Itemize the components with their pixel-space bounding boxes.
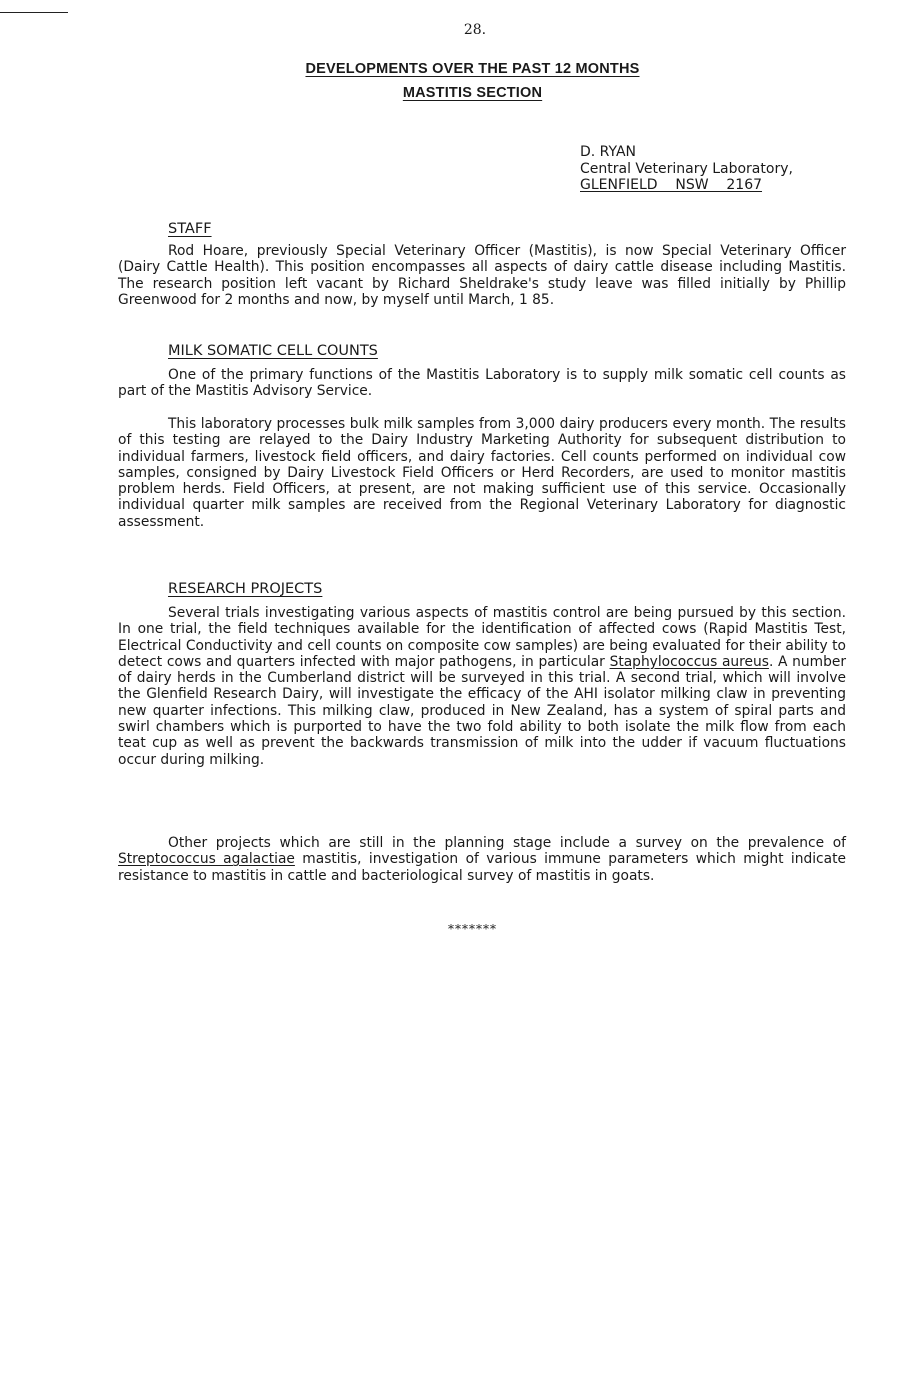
- cell-counts-heading: MILK SOMATIC CELL COUNTS: [168, 343, 378, 359]
- research-heading: RESEARCH PROJECTS: [168, 581, 323, 597]
- species-staphylococcus: Staphylococcus aureus: [609, 653, 769, 670]
- section-title: MASTITIS SECTION: [402, 85, 543, 101]
- research-p1-text-a: Several trials investigating various aspects of mastitis control are being pursued by this section. In one trial, the field techniques available for the identification of affected cows (Rapid Mastitis Test, Electrical Conductivity and cell counts on composite cow samples) are being evaluated for their ability to detect cows and quarters infected with major pathogens, in particular: [118, 605, 846, 670]
- document-title: DEVELOPMENTS OVER THE PAST 12 MONTHS: [305, 61, 640, 77]
- cell-counts-paragraph-1: One of the primary functions of the Mastitis Laboratory is to supply milk somatic cell counts as part of the Mastitis Advisory Service.: [118, 367, 846, 400]
- end-marker: *******: [448, 922, 497, 936]
- research-p2-text-b: mastitis, investigation of various immune parameters which might indicate resistance to mastitis in cattle and bacteriological survey of mastitis in goats.: [118, 851, 846, 884]
- research-p2-text-a: Other projects which are still in the planning stage include a survey on the prevalence of: [168, 835, 846, 851]
- author-address: GLENFIELD NSW 2167: [580, 177, 763, 193]
- author-name: D. RYAN: [580, 144, 637, 160]
- staff-paragraph: Rod Hoare, previously Special Veterinary Officer (Mastitis), is now Special Veterinary Officer (Dairy Cattle Health). This position encompasses all aspects of dairy cattle disease including Mastitis. The research position left vacant by Richard Sheldrake's study leave was filled initially by Phillip Greenwood for 2 months and now, by myself until March, 1 85.: [118, 243, 846, 308]
- species-streptococcus: Streptococcus agalactiae: [118, 851, 295, 868]
- author-block: [580, 144, 793, 194]
- research-paragraph-1: [118, 605, 846, 768]
- research-paragraph-2: [118, 835, 846, 884]
- cell-counts-paragraph-2: This laboratory processes bulk milk samples from 3,000 dairy producers every month. The results of this testing are relayed to the Dairy Industry Marketing Authority for subsequent distribution to individual farmers, livestock field officers, and dairy factories. Cell counts performed on individual cow samples, consigned by Dairy Livestock Field Officers or Herd Recorders, are used to monitor mastitis problem herds. Field Officers, at present, are not making sufficient use of this service. Occasionally individual quarter milk samples are received from the Regional Veterinary Laboratory for diagnostic assessment.: [118, 416, 846, 530]
- staff-heading: STAFF: [168, 221, 212, 237]
- author-institution: Central Veterinary Laboratory,: [580, 160, 793, 177]
- page-number: 28.: [463, 22, 487, 38]
- research-p1-text-b: . A number of dairy herds in the Cumberland district will be surveyed in this trial. A second trial, which will involve the Glenfield Research Dairy, will investigate the efficacy of the AHI isolator milking claw in preventing new quarter infections. This milking claw, produced in New Zealand, has a system of spiral parts and swirl chambers which is purported to have the two fold ability to both isolate the milk flow from each teat cup as well as prevent the backwards transmission of milk into the udder if vacuum fluctuations occur during milking.: [118, 653, 846, 768]
- top-rule: [0, 12, 68, 13]
